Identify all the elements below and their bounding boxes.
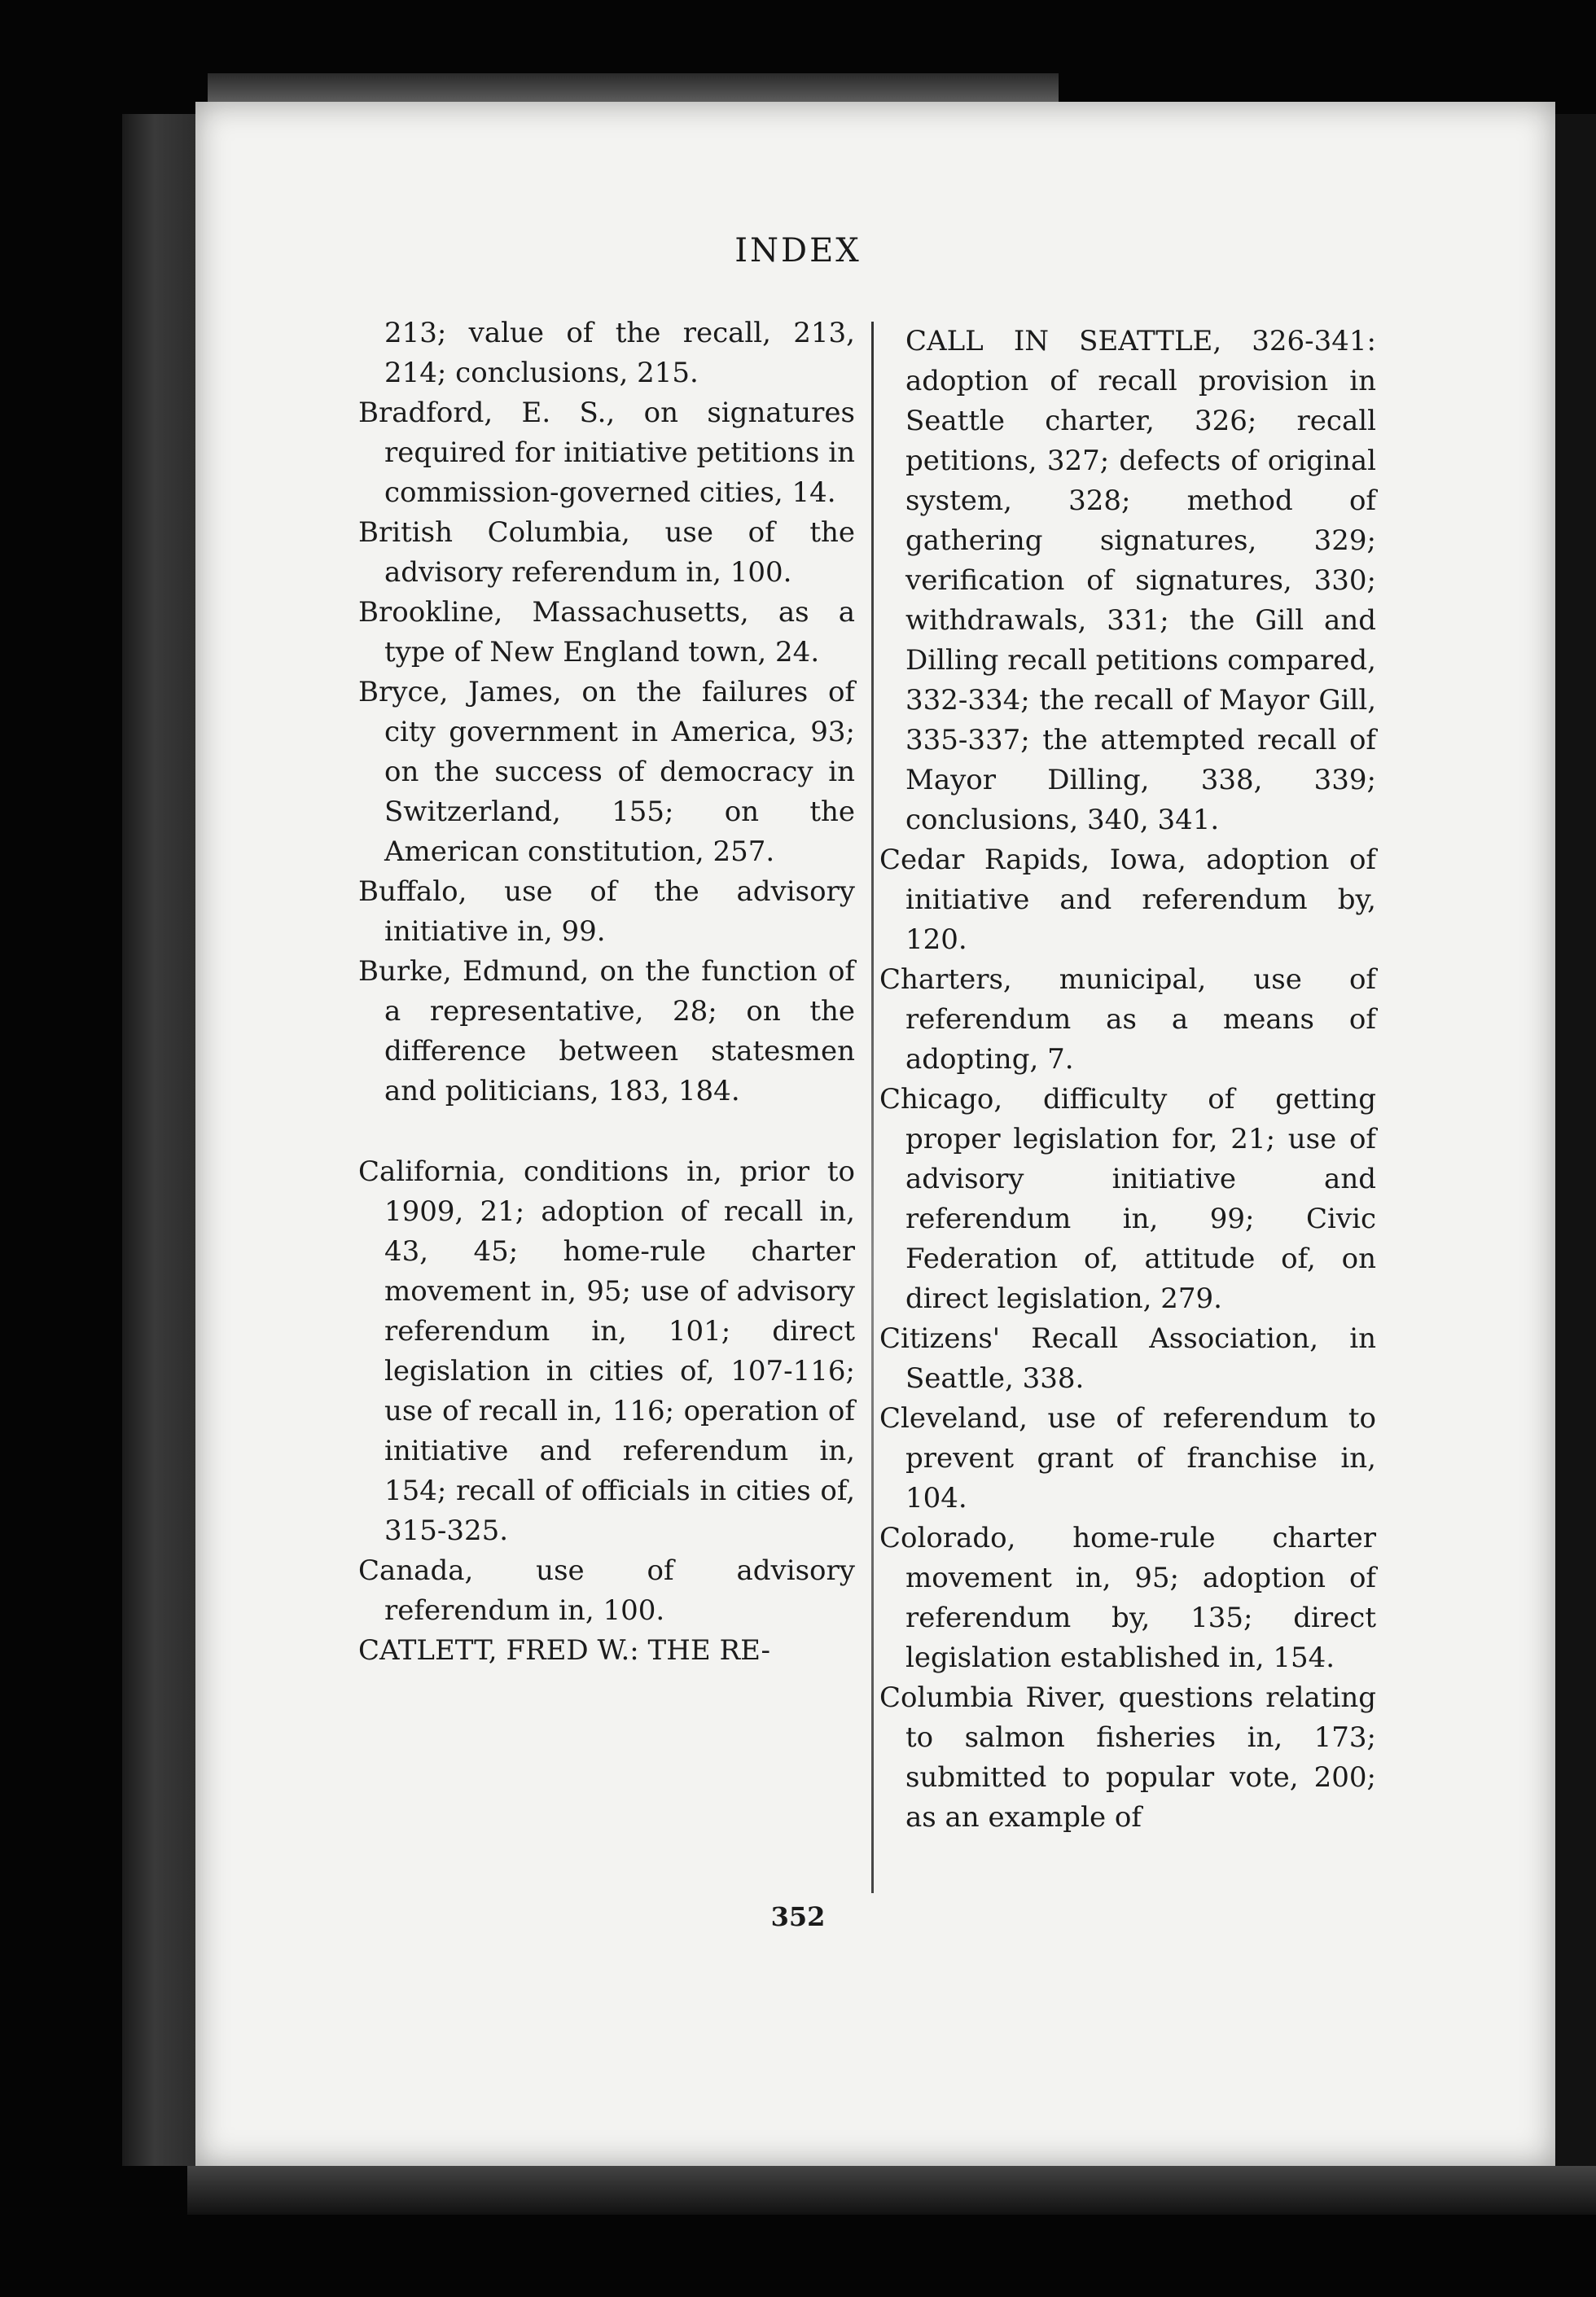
index-entry: Citizens' Recall Association, in Seattle, 338. xyxy=(879,1322,1376,1395)
index-column-right xyxy=(879,322,1376,1838)
page-number: 352 xyxy=(770,1901,826,1932)
book-spine-edge xyxy=(122,114,204,2166)
index-entry: Colorado, home-rule charter movement in, 95; adoption of referendum by, 135; direct legislation established in, 154. xyxy=(879,1522,1376,1674)
page-header: INDEX xyxy=(734,232,862,270)
index-entry: Bryce, James, on the failures of city government in America, 93; on the success of democracy in Switzerland, 155; on the American constitution, 257. xyxy=(358,676,855,868)
letter-group-gap xyxy=(358,1111,855,1152)
index-entry: Cedar Rapids, Iowa, adoption of initiative and referendum by, 120. xyxy=(879,844,1376,956)
index-entry: Columbia River, questions relating to salmon fisheries in, 173; submitted to popular vote, 200; as an example of xyxy=(879,1681,1376,1834)
index-entry: Canada, use of advisory referendum in, 100. xyxy=(358,1554,855,1627)
index-entry: Bradford, E. S., on signatures required for initiative petitions in commission-governed cities, 14. xyxy=(358,397,855,509)
index-entry: Charters, municipal, use of referendum as a means of adopting, 7. xyxy=(879,963,1376,1076)
index-column-left xyxy=(358,313,855,1671)
index-entry: Cleveland, use of referendum to prevent grant of franchise in, 104. xyxy=(879,1402,1376,1515)
index-entry: British Columbia, use of the advisory referendum in, 100. xyxy=(358,516,855,589)
index-entry: CATLETT, FRED W.: THE RE- xyxy=(358,1634,771,1667)
index-entry: California, conditions in, prior to 1909, 21; adoption of recall in, 43, 45; home-rule charter movement in, 95; use of advisory referendum in, 101; direct legislation in cities of, 107-116; use of recall in, 116; operation of initiative and referendum in, 154; recall of officials in cities of, 315-325. xyxy=(358,1155,855,1547)
book-bottom-edge xyxy=(187,2166,1596,2215)
index-entry: Chicago, difficulty of getting proper legislation for, 21; use of advisory initiative and referendum in, 99; Civic Federation of, attitude of, on direct legislation, 279. xyxy=(879,1083,1376,1315)
index-entry: Buffalo, use of the advisory initiative in, 99. xyxy=(358,875,855,948)
index-entry-continued: 213; value of the recall, 213, 214; conclusions, 215. xyxy=(384,317,855,389)
index-entry-continued: CALL IN SEATTLE, 326-341: adoption of recall provision in Seattle charter, 326; recall petitions, 327; defects of original system, 328; method of gathering signatures, 329; verification of signatures, 330; withdrawals, 331; the Gill and Dilling recall petitions compared, 332-334; the recall of Mayor Gill, 335-337; the attempted recall of Mayor Dilling, 338, 339; conclusions, 340, 341. xyxy=(905,325,1376,836)
book-right-edge xyxy=(1551,114,1596,2166)
index-entry: Brookline, Massachusetts, as a type of New England town, 24. xyxy=(358,596,855,668)
index-entry: Burke, Edmund, on the function of a representative, 28; on the difference between statesmen and politicians, 183, 184. xyxy=(358,955,855,1107)
column-divider xyxy=(871,322,874,1893)
